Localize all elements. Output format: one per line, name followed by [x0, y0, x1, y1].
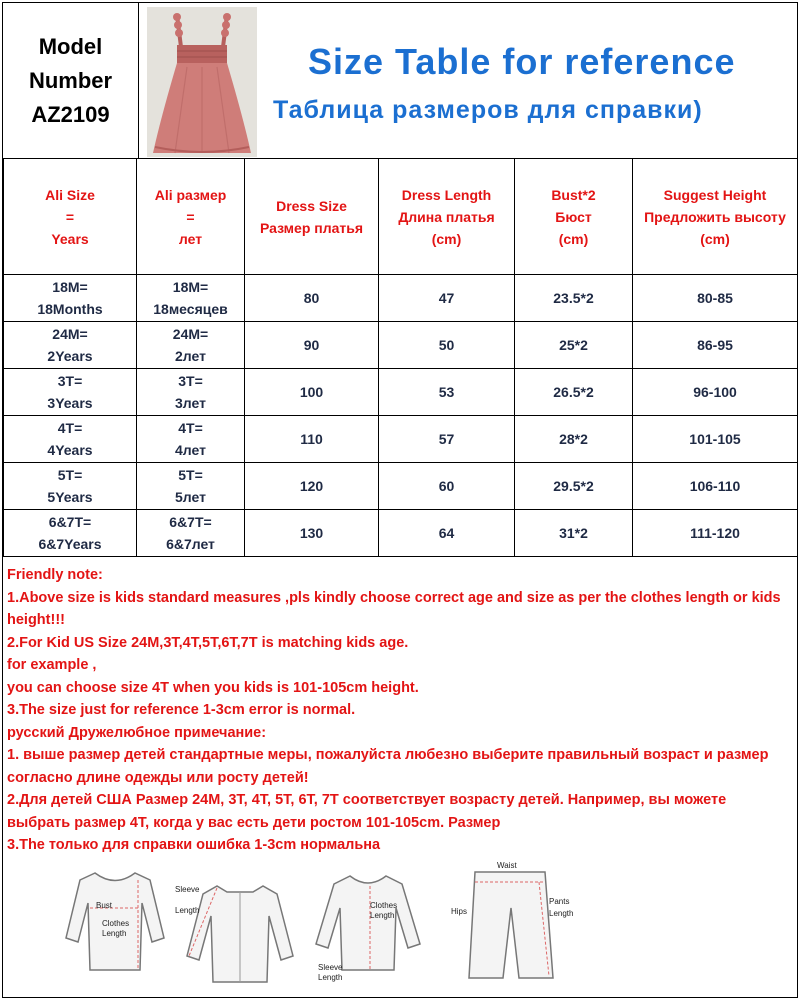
table-row [4, 275, 798, 322]
label-pants: Pants [549, 897, 570, 906]
cell-dress-length: 53 [379, 369, 515, 416]
sweater-length-diagram [310, 858, 425, 988]
label-sleeve: Sleeve [175, 885, 200, 894]
cell-ali-razmer: 6&7T= 6&7лет [137, 510, 245, 557]
cell-bust: 29.5*2 [515, 463, 633, 510]
label-clothes: Clothes [370, 901, 398, 910]
table-row [4, 510, 798, 557]
note-line: you can choose size 4T when you kids is 101-105cm height. [7, 679, 419, 696]
cell-height: 86-95 [633, 322, 798, 369]
pants-diagram [445, 858, 575, 988]
cell-height: 111-120 [633, 510, 798, 557]
header [3, 3, 797, 159]
note-line: 2.Для детей США Размер 24M, 3T, 4T, 5T, 6T, 7T соответствует возрасту детей. Например, вы можете выбрать размер 4T, когда у вас есть дети ростом 101-105cm. Размер [7, 792, 731, 831]
cell-bust: 31*2 [515, 510, 633, 557]
note-line: 3.The только для справки ошибка 1-3cm нормальна [7, 837, 381, 853]
title-russian: Таблица размеров для справки) [273, 96, 703, 124]
header-dress-length: Dress Length Длина платья (cm) [379, 159, 515, 275]
cell-ali-size: 6&7T= 6&7Years [4, 510, 137, 557]
cell-bust: 25*2 [515, 322, 633, 369]
note-line: 1. выше размер детей стандартные меры, пожалуйста любезно выберите правильный возраст и размер согласно длине одежды или росту детей! [7, 747, 773, 786]
table-header-row [4, 159, 798, 275]
cell-dress-size: 110 [245, 416, 379, 463]
dress-photo [147, 7, 257, 157]
note-heading-russian: русский Дружелюбное примечание: [7, 724, 267, 741]
note-line: 2.For Kid US Size 24M,3T,4T,5T,6T,7T is matching kids age. [7, 634, 409, 651]
label-bust: Bust [96, 901, 113, 910]
note-line: 3.The size just for reference 1-3cm error is normal. [7, 702, 356, 718]
cell-ali-razmer: 4T= 4лет [137, 416, 245, 463]
header-bust: Bust*2 Бюст (cm) [515, 159, 633, 275]
label-length: Length [549, 909, 574, 918]
label-length: Length [370, 911, 395, 920]
cell-dress-size: 80 [245, 275, 379, 322]
cell-dress-length: 60 [379, 463, 515, 510]
header-ali-razmer: Ali размер = лет [137, 159, 245, 275]
table-row [4, 416, 798, 463]
cell-ali-razmer: 5T= 5лет [137, 463, 245, 510]
label-length: Length [175, 906, 200, 915]
cell-dress-size: 100 [245, 369, 379, 416]
cell-dress-length: 57 [379, 416, 515, 463]
top-bust-diagram [60, 858, 170, 988]
model-number-box [3, 3, 139, 158]
cell-bust: 26.5*2 [515, 369, 633, 416]
cell-height: 106-110 [633, 463, 798, 510]
header-ali-size: Ali Size = Years [4, 159, 137, 275]
cell-bust: 23.5*2 [515, 275, 633, 322]
label-waist: Waist [497, 861, 517, 870]
header-suggest-height: Suggest Height Предложить высоту (cm) [633, 159, 798, 275]
cell-ali-size: 24M= 2Years [4, 322, 137, 369]
label-length: Length [318, 973, 343, 982]
cell-dress-length: 64 [379, 510, 515, 557]
cell-ali-size: 3T= 3Years [4, 369, 137, 416]
cell-ali-size: 5T= 5Years [4, 463, 137, 510]
cell-ali-razmer: 18M= 18месяцев [137, 275, 245, 322]
label-clothes: Clothes [102, 919, 130, 928]
cell-height: 101-105 [633, 416, 798, 463]
title-english: Size Table for reference [308, 41, 736, 82]
cell-dress-size: 130 [245, 510, 379, 557]
cell-dress-size: 120 [245, 463, 379, 510]
model-number: AZ2109 [31, 101, 110, 127]
size-table [3, 158, 798, 557]
measurement-illustrations [60, 858, 580, 988]
note-heading: Friendly note: [7, 567, 103, 583]
shirt-sleeve-diagram [175, 858, 295, 988]
model-label-line1: Model [38, 33, 103, 59]
label-sleeve: Sleeve [318, 963, 343, 972]
label-hips: Hips [451, 907, 468, 916]
cell-height: 96-100 [633, 369, 798, 416]
cell-bust: 28*2 [515, 416, 633, 463]
table-row [4, 322, 798, 369]
cell-ali-size: 4T= 4Years [4, 416, 137, 463]
cell-height: 80-85 [633, 275, 798, 322]
table-row [4, 369, 798, 416]
note-line: 1.Above size is kids standard measures ,pls kindly choose correct age and size as per the clothes length or kids height!!! [7, 589, 785, 628]
cell-dress-size: 90 [245, 322, 379, 369]
cell-dress-length: 47 [379, 275, 515, 322]
cell-ali-razmer: 3T= 3лет [137, 369, 245, 416]
cell-dress-length: 50 [379, 322, 515, 369]
header-dress-size: Dress Size Размер платья [245, 159, 379, 275]
table-row [4, 463, 798, 510]
cell-ali-size: 18M= 18Months [4, 275, 137, 322]
cell-ali-razmer: 24M= 2лет [137, 322, 245, 369]
model-label-line2: Number [28, 67, 113, 93]
note-line: for example , [7, 657, 97, 673]
label-length: Length [102, 929, 127, 938]
friendly-notes [7, 564, 793, 857]
